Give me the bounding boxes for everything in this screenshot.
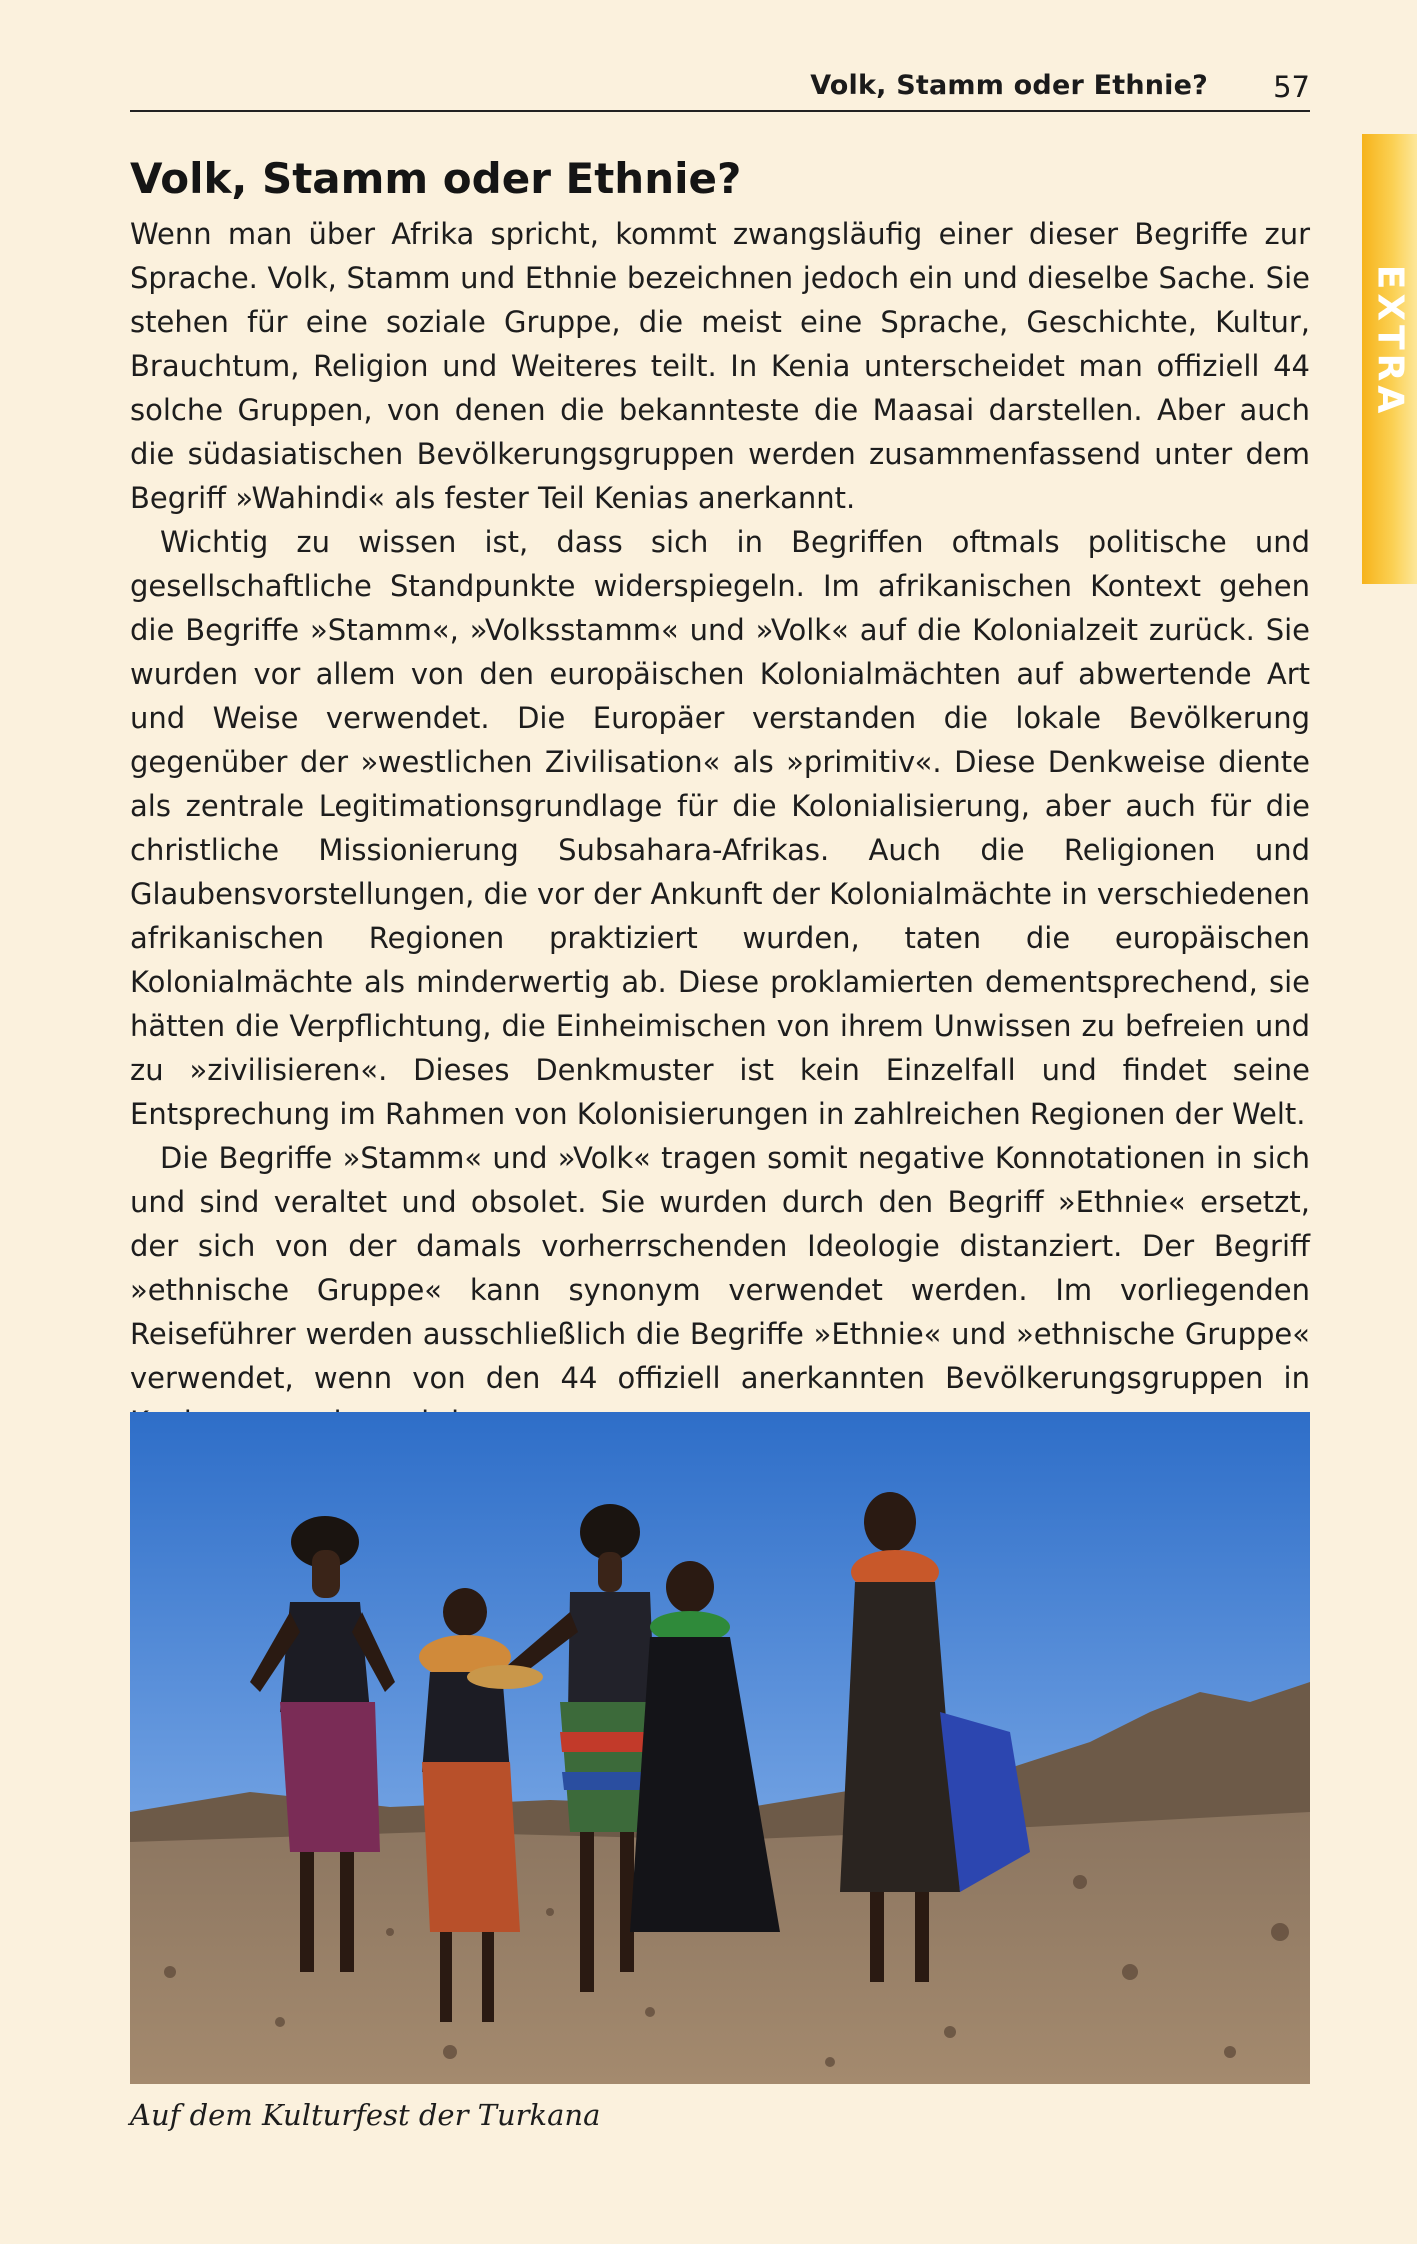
page-number: 57 bbox=[1273, 70, 1310, 104]
photo-caption: Auf dem Kulturfest der Turkana bbox=[130, 2098, 601, 2132]
paragraph-2: Wichtig zu wissen ist, dass sich in Begriffen oftmals politische und gesellschaftliche Standpunkte widerspiegeln. Im afrikanischen Kontext gehen die Begriffe »Stamm«, »Volksstamm« und »Volk« auf die Kolonialzeit zurück. Sie wurden vor allem von den europäischen Kolonialmächten auf abwertende Art und Weise verwendet. Die Europäer verstanden die lokale Bevölkerung gegenüber der »westlichen Zivilisation« als »primitiv«. Diese Denkweise diente als zentrale Legitimationsgrundlage für die Kolonialisierung, aber auch für die christliche Missionierung Subsahara-Afrikas. Auch die Religionen und Glaubensvorstellungen, die vor der Ankunft der Kolonialmächte in verschiedenen afrikanischen Regionen praktiziert wurden, taten die europäischen Kolonialmächte als minderwertig ab. Diese proklamierten dementsprechend, sie hätten die Verpflichtung, die Einheimischen von ihrem Unwissen zu befreien und zu »zivilisieren«. Dieses Denkmuster ist kein Einzelfall und findet seine Entsprechung im Rahmen von Kolonisierungen in zahlreichen Regionen der Welt. bbox=[130, 525, 1310, 1131]
running-header bbox=[130, 68, 1310, 112]
article-body bbox=[130, 212, 1310, 1444]
extra-side-tab bbox=[1362, 134, 1417, 584]
article-title: Volk, Stamm oder Ethnie? bbox=[130, 154, 742, 204]
running-title: Volk, Stamm oder Ethnie? bbox=[810, 70, 1208, 101]
paragraph-1: Wenn man über Afrika spricht, kommt zwangsläufig einer dieser Begriffe zur Sprache. Volk, Stamm und Ethnie bezeichnen jedoch ein und dieselbe Sache. Sie stehen für eine soziale Gruppe, die meist eine Sprache, Geschichte, Kultur, Brauchtum, Religion und Weiteres teilt. In Kenia unterscheidet man offiziell 44 solche Gruppen, von denen die bekannteste die Maasai darstellen. Aber auch die südasiatischen Bevölkerungsgruppen werden zusammenfassend unter dem Begriff »Wahindi« als fester Teil Kenias anerkannt. bbox=[130, 217, 1310, 515]
turkana-festival-photo bbox=[130, 1412, 1310, 2084]
photo-illustration bbox=[130, 1412, 1310, 2084]
paragraph-3: Die Begriffe »Stamm« und »Volk« tragen somit negative Konnotationen in sich und sind veraltet und obsolet. Sie wurden durch den Begriff »Ethnie« ersetzt, der sich von der damals vorherrschenden Ideologie distanziert. Der Begriff »ethnische Gruppe« kann synonym verwendet werden. Im vorliegenden Reiseführer werden ausschließlich die Begriffe »Ethnie« und »ethnische Gruppe« verwendet, wenn von den 44 offiziell anerkannten Bevölkerungsgruppen in bbox=[130, 1141, 1310, 1395]
side-tab-label: EXTRA bbox=[1369, 264, 1410, 418]
